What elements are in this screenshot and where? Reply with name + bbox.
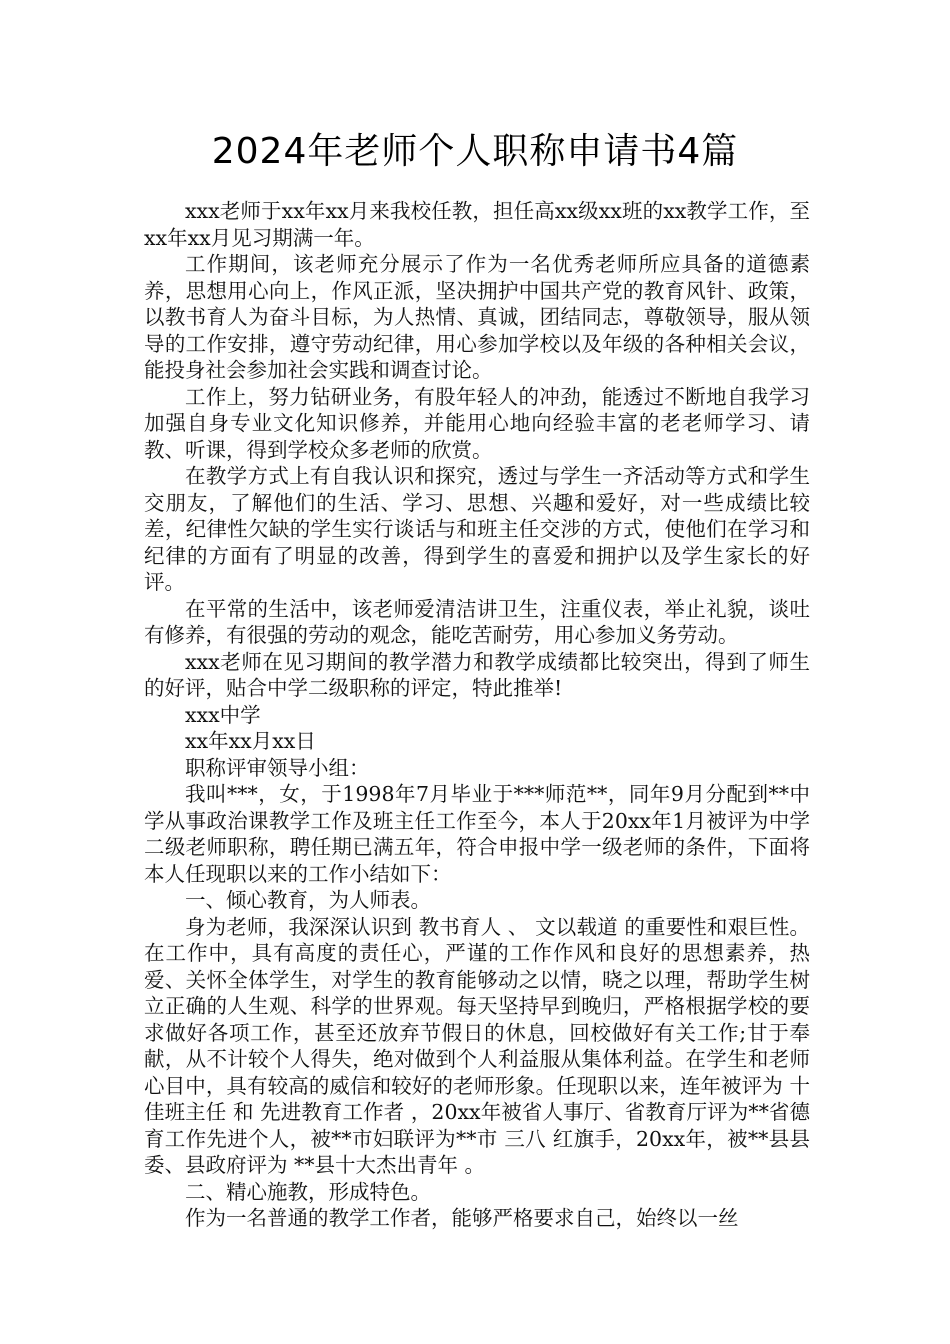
paragraph: 工作上，努力钻研业务，有股年轻人的冲劲，能透过不断地自我学习加强自身专业文化知识修养，并能用心地向经验丰富的老老师学习、请教、听课，得到学校众多老师的欣赏。: [144, 384, 810, 462]
paragraph: xxx老师于xx年xx月来我校任教，担任高xx级xx班的xx教学工作，至xx年xx月见习期满一年。: [144, 199, 810, 250]
document-body: [144, 198, 810, 1232]
paragraph: 身为老师，我深深认识到 教书育人 、 文以载道 的重要性和艰巨性。在工作中，具有高度的责任心，严谨的工作作风和良好的思想素养，热爱、关怀全体学生，对学生的教育能够动之以情，晓之以理，帮助学生树立正确的人生观、科学的世界观。每天坚持早到晚归，严格根据学校的要求做好各项工作，甚至还放弃节假日的休息，回校做好有关工作;甘于奉献，从不计较个人得失，绝对做到个人利益服从集体利益。在学生和老师心目中，具有较高的威信和较好的老师形象。任现职以来，连年被评为 十佳班主任 和 先进教育工作者 ，20xx年被省人事厅、省教育厅评为**省德育工作先进个人，被**市妇联评为**市 三八 红旗手，20xx年，被**县县委、县政府评为 **县十大杰出青年 。: [144, 914, 810, 1177]
document-title: 2024年老师个人职称申请书4篇: [211, 131, 739, 172]
paragraph: 在教学方式上有自我认识和探究，透过与学生一齐活动等方式和学生交朋友，了解他们的生活、学习、思想、兴趣和爱好，对一些成绩比较差，纪律性欠缺的学生实行谈话与和班主任交涉的方式，使他们在学习和纪律的方面有了明显的改善，得到学生的喜爱和拥护以及学生家长的好评。: [144, 464, 810, 594]
signature-date: xx年xx月xx日: [185, 729, 316, 753]
section-heading: 一、倾心教育，为人师表。: [185, 888, 431, 912]
section-heading: 二、精心施教，形成特色。: [185, 1179, 431, 1204]
salutation: 职称评审领导小组：: [185, 755, 370, 780]
paragraph: 作为一名普通的教学工作者，能够严格要求自己，始终以一丝: [185, 1206, 739, 1230]
paragraph: xxx老师在见习期间的教学潜力和教学成绩都比较突出，得到了师生的好评，贴合中学二级职称的评定，特此推举!: [144, 649, 810, 700]
paragraph: 工作期间，该老师充分展示了作为一名优秀老师所应具备的道德素养，思想用心向上，作风正派，坚决拥护中国共产党的教育风针、政策，以教书育人为奋斗目标，为人热情、真诚，团结同志，尊敬领导，服从领导的工作安排，遵守劳动纪律，用心参加学校以及年级的各种相关会议，能投身社会参加社会实践和调查讨论。: [144, 252, 810, 382]
paragraph: 我叫***，女，于1998年7月毕业于***师范**，同年9月分配到**中学从事政治课教学工作及班主任工作至今，本人于20xx年1月被评为中学二级老师职称，聘任期已满五年，符合申报中学一级老师的条件，下面将本人任现职以来的工作小结如下：: [144, 782, 810, 886]
signature-school: xxx中学: [185, 702, 261, 727]
paragraph: 在平常的生活中，该老师爱清洁讲卫生，注重仪表，举止礼貌，谈吐有修养，有很强的劳动的观念，能吃苦耐劳，用心参加义务劳动。: [144, 596, 810, 647]
